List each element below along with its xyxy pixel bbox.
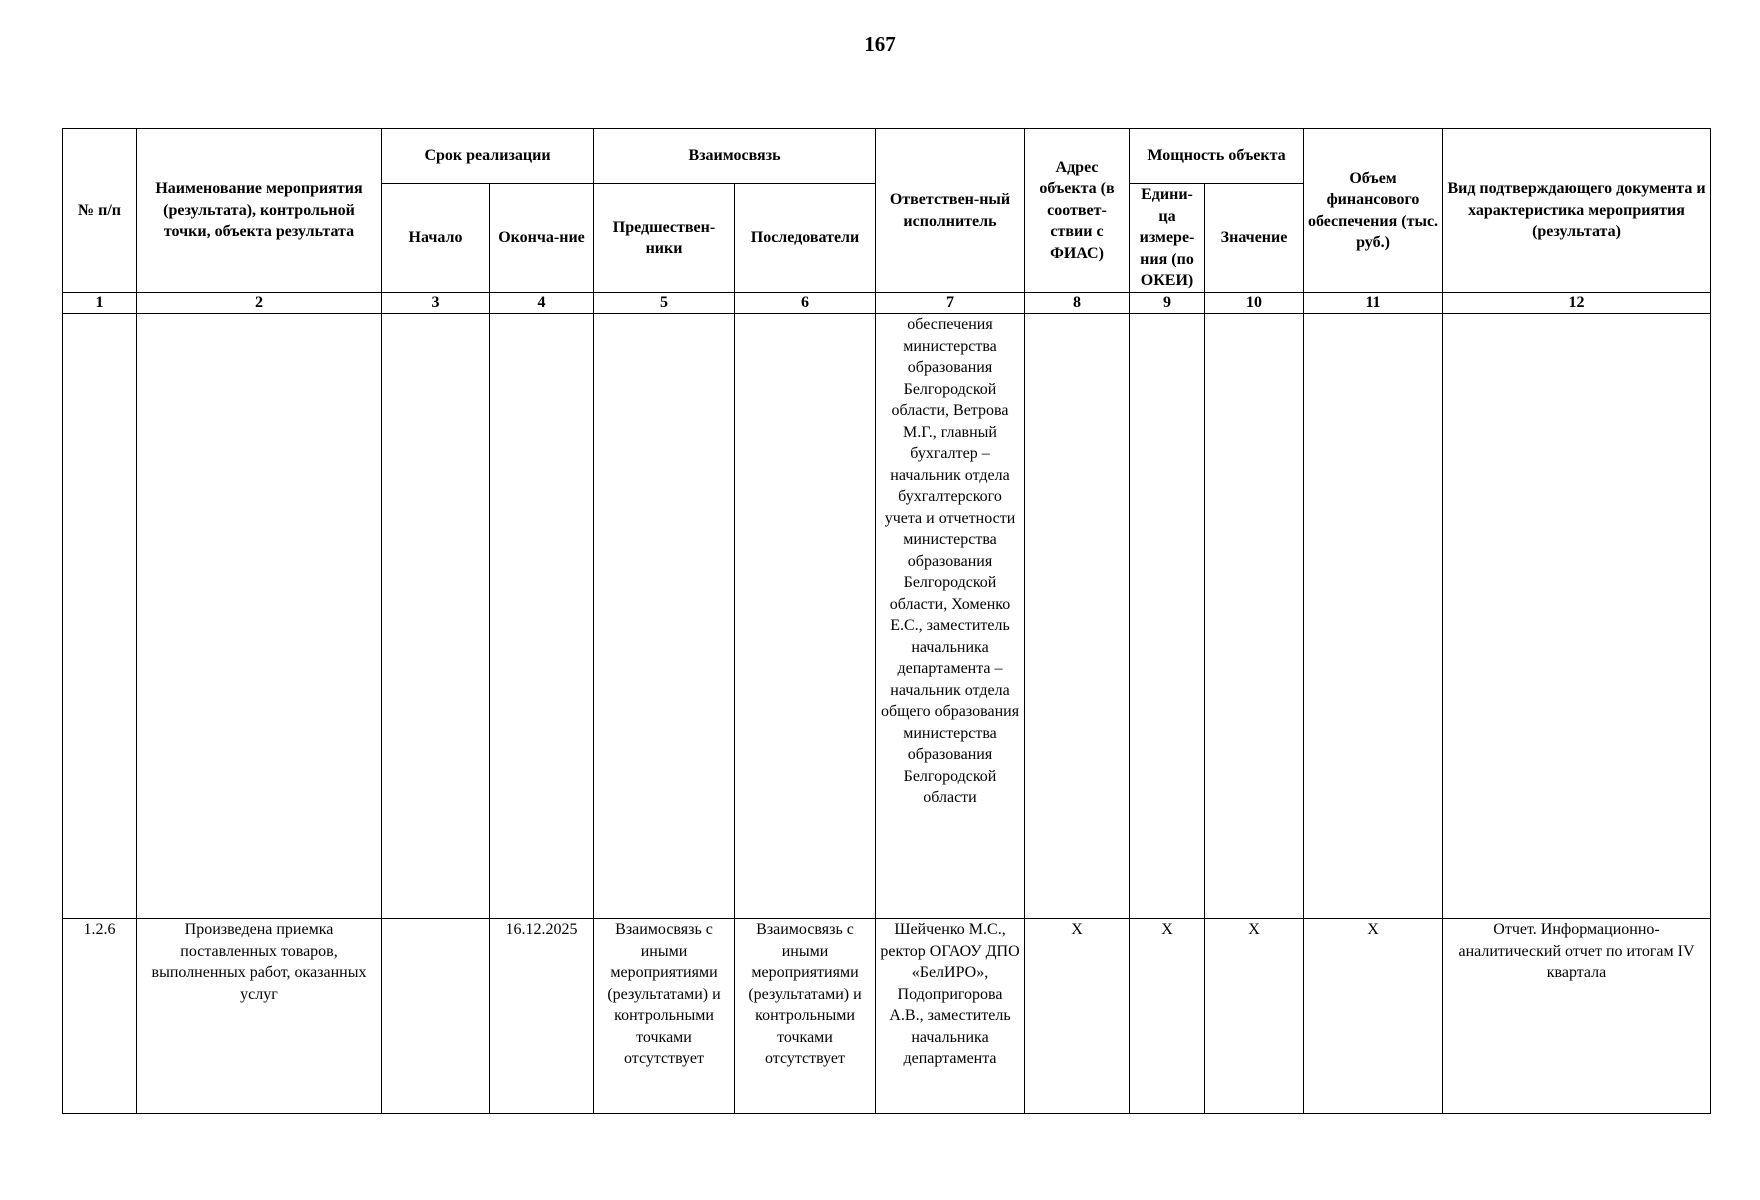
header-responsible: Ответствен-ный исполнитель: [876, 129, 1025, 293]
column-number: 6: [735, 293, 876, 314]
header-finance: Объем финансового обеспечения (тыс. руб.): [1304, 129, 1443, 293]
header-group-term: Срок реализации: [382, 129, 594, 184]
cell-start: [382, 314, 490, 919]
header-end: Оконча-ние: [490, 184, 594, 293]
column-number: 9: [1130, 293, 1205, 314]
header-value: Значение: [1205, 184, 1304, 293]
header-num: № п/п: [63, 129, 137, 293]
header-start: Начало: [382, 184, 490, 293]
cell-start: [382, 919, 490, 1114]
cell-unit: [1130, 314, 1205, 919]
table-row: [63, 314, 1711, 919]
cell-document: Отчет. Информационно-аналитический отчет по итогам IV квартала: [1443, 919, 1711, 1114]
plan-table: [62, 128, 1711, 1114]
column-number: 7: [876, 293, 1025, 314]
column-number: 5: [594, 293, 735, 314]
column-number: 1: [63, 293, 137, 314]
cell-address: [1025, 314, 1130, 919]
cell-end: [490, 314, 594, 919]
column-number: 3: [382, 293, 490, 314]
cell-responsible: обеспечения министерства образования Белгородской области, Ветрова М.Г., главный бухгалтер – начальник отдела бухгалтерского учета и отчетности министерства образования Белгородской области, Хоменко Е.С., заместитель начальника департамента – начальник отдела общего образования министерства образования Белгородской области: [876, 314, 1025, 919]
table-header: [63, 129, 1711, 314]
cell-finance: X: [1304, 919, 1443, 1114]
cell-value: [1205, 314, 1304, 919]
cell-name: [137, 314, 382, 919]
cell-successors: Взаимосвязь с иными мероприятиями (результатами) и контрольными точками отсутствует: [735, 919, 876, 1114]
column-number: 10: [1205, 293, 1304, 314]
cell-unit: X: [1130, 919, 1205, 1114]
cell-value: X: [1205, 919, 1304, 1114]
cell-num: 1.2.6: [63, 919, 137, 1114]
header-unit: Едини-ца измере-ния (по ОКЕИ): [1130, 184, 1205, 293]
header-successors: Последователи: [735, 184, 876, 293]
header-name: Наименование мероприятия (результата), контрольной точки, объекта результата: [137, 129, 382, 293]
cell-address: X: [1025, 919, 1130, 1114]
column-number: 8: [1025, 293, 1130, 314]
cell-document: [1443, 314, 1711, 919]
table-row: [63, 919, 1711, 1114]
cell-finance: [1304, 314, 1443, 919]
cell-num: [63, 314, 137, 919]
header-document: Вид подтверждающего документа и характеристика мероприятия (результата): [1443, 129, 1711, 293]
header-group-link: Взаимосвязь: [594, 129, 876, 184]
cell-successors: [735, 314, 876, 919]
column-number: 12: [1443, 293, 1711, 314]
header-group-capacity: Мощность объекта: [1130, 129, 1304, 184]
column-number: 11: [1304, 293, 1443, 314]
column-number: 2: [137, 293, 382, 314]
cell-name: Произведена приемка поставленных товаров, выполненных работ, оказанных услуг: [137, 919, 382, 1114]
cell-end: 16.12.2025: [490, 919, 594, 1114]
column-number: 4: [490, 293, 594, 314]
cell-predecessors: Взаимосвязь с иными мероприятиями (результатами) и контрольными точками отсутствует: [594, 919, 735, 1114]
header-predecessors: Предшествен-ники: [594, 184, 735, 293]
page-number: 167: [864, 32, 896, 56]
cell-responsible: Шейченко М.С., ректор ОГАОУ ДПО «БелИРО», Подопригорова А.В., заместитель начальника департамента: [876, 919, 1025, 1114]
cell-predecessors: [594, 314, 735, 919]
header-address: Адрес объекта (в соответ-ствии с ФИАС): [1025, 129, 1130, 293]
